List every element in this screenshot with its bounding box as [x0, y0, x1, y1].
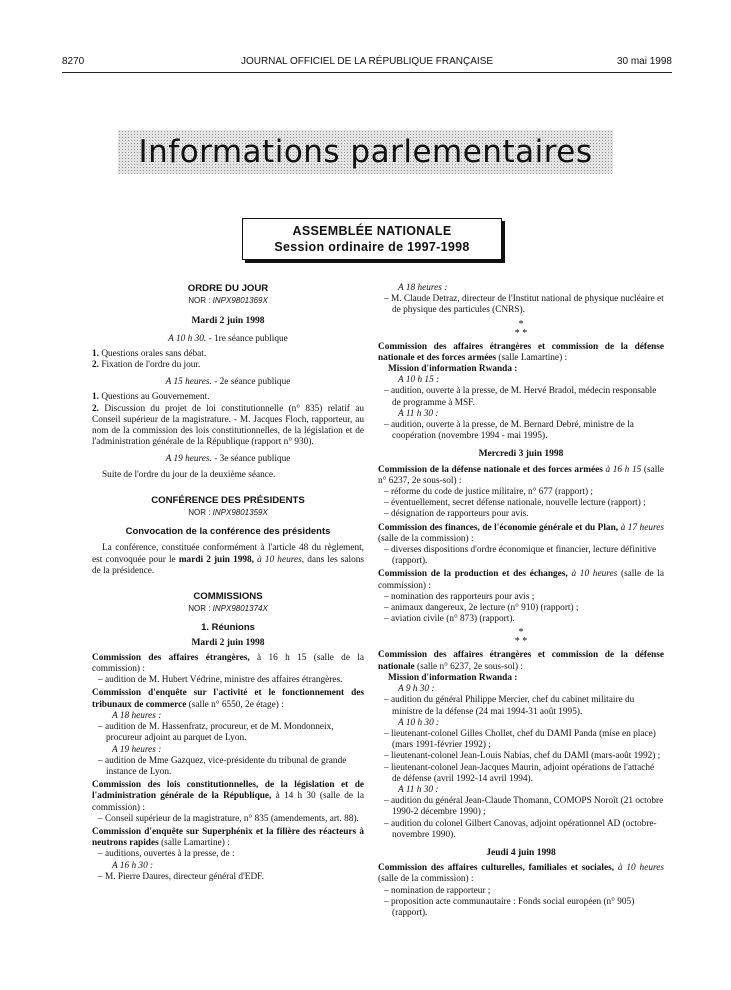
day-heading: Mardi 2 juin 1998	[191, 637, 265, 648]
list-item: – audition du général Philippe Mercier, chef du cabinet militaire du ministre de la défense (24 mai 1994-31 août 1995).	[384, 695, 635, 717]
list-item: – audition, ouverte à la presse, de M. Hervé Bradol, médecin responsable de programme à MSF.	[384, 386, 657, 408]
commission-entry: Commission de la production et des échanges, à 10 heures (salle de la commission) :	[378, 569, 665, 591]
page-header	[62, 56, 672, 70]
list-item: – proposition acte communautaire : Fonds social européen (n° 905) (rapport).	[384, 896, 635, 918]
agenda-item: 2. Fixation de l'ordre du jour.	[92, 360, 201, 371]
conference-subtitle: Convocation de la conférence des présidents	[125, 526, 331, 538]
conference-heading: CONFÉRENCE DES PRÉSIDENTS	[151, 494, 305, 506]
separator-stars: * * *	[514, 627, 528, 648]
list-item: – audition, ouverte à la presse, de M. Bernard Debré, ministre de la coopération (novembre 1994 - mai 1995).	[384, 420, 634, 442]
day-heading: Mercredi 3 juin 1998	[478, 449, 564, 460]
reunions-heading: 1. Réunions	[201, 622, 255, 634]
mission-heading: Mission d'information Rwanda :	[388, 672, 518, 683]
list-item: – audition du colonel Gilbert Canovas, adjoint opérationnel AD (octobre-novembre 1990).	[384, 818, 657, 840]
left-column	[92, 283, 364, 883]
list-item: – diverses dispositions d'ordre économique et financier, lecture définitive (rapport).	[384, 545, 657, 567]
session-line: A 15 heures. - 2e séance publique	[165, 377, 291, 388]
list-item: – éventuellement, secret défense nationale, nouvelle lecture (rapport) ;	[384, 498, 646, 509]
header-rule	[62, 72, 672, 73]
list-item: – réforme du code de justice militaire, n° 677 (rapport) ;	[384, 487, 593, 498]
time-line: A 16 h 30 :	[112, 860, 154, 871]
agenda-item: 1. Questions au Gouvernement.	[92, 392, 210, 403]
commission-entry: Commission d'enquête sur Superphénix et la filière des réacteurs à neutrons rapides (salle Lamartine) :	[92, 826, 364, 849]
page-number: 8270	[62, 56, 85, 67]
issue-date: 30 mai 1998	[616, 56, 672, 67]
list-item: – lieutenant-colonel Gilles Chollet, chef du DAMI Panda (mise en place) (mars 1991-février 1992) ;	[384, 728, 656, 751]
list-item: – M. Pierre Daures, directeur général d'EDF.	[98, 871, 264, 882]
time-line: A 18 heures :	[398, 283, 448, 293]
list-item: – audition de M. Hassenfratz, procureur, et de M. Mondonneix, procureur adjoint au parquet de Lyon.	[98, 722, 334, 744]
mission-heading: Mission d'information Rwanda :	[388, 364, 518, 375]
commission-entry: Commission des lois constitutionnelles, de la législation et de l'administration générale de la République, à 14 h 30 (salle de la commission) :	[92, 780, 364, 813]
nor-line: NOR : INPX9801369X	[188, 296, 268, 306]
list-item: – audition de M. Hubert Védrine, ministre des affaires étrangères.	[98, 675, 343, 686]
time-line: A 18 heures :	[112, 710, 162, 721]
right-column	[378, 283, 664, 919]
ordre-du-jour-heading: ORDRE DU JOUR	[187, 283, 269, 294]
day-heading: Mardi 2 juin 1998	[191, 316, 265, 327]
nor-line: NOR : INPX9801359X	[188, 508, 268, 518]
commission-entry: Commission de la défense nationale et des forces armées à 16 h 15 (salle n° 6237, 2e sous-sol) :	[378, 464, 665, 486]
list-item: – Conseil supérieur de la magistrature, n° 835 (amendements, art. 88).	[98, 813, 359, 824]
session-title: Session ordinaire de 1997-1998	[274, 240, 470, 254]
time-line: A 11 h 30 :	[398, 408, 439, 419]
time-line: A 11 h 30 :	[398, 784, 439, 795]
list-item: – lieutenant-colonel Jean-Jacques Maurin, adjoint opérations de l'attaché de défense (avril 1992-14 avril 1994).	[384, 762, 655, 784]
list-item: – auditions, ouvertes à la presse, de :	[98, 849, 235, 860]
journal-title: JOURNAL OFFICIEL DE LA RÉPUBLIQUE FRANÇAISE	[240, 56, 494, 67]
commission-entry: Commission des affaires culturelles, familiales et sociales, à 10 heures (salle de la commission) :	[378, 863, 664, 885]
list-item: – nomination des rapporteurs pour avis ;	[384, 591, 535, 602]
commission-entry: Commission des finances, de l'économie générale et du Plan, à 17 heures (salle de la commission) :	[378, 522, 664, 544]
day-heading: Jeudi 4 juin 1998	[486, 847, 556, 858]
session-line: A 10 h 30. - 1re séance publique	[168, 333, 288, 344]
list-item: – audition de Mme Gazquez, vice-présidente du tribunal de grande instance de Lyon.	[98, 755, 347, 777]
assembly-title: ASSEMBLÉE NATIONALE	[292, 224, 452, 238]
list-item: – animaux dangereux, 2e lecture (n° 910) (rapport) ;	[384, 603, 579, 614]
session-text: Suite de l'ordre du jour de la deuxième séance.	[102, 469, 276, 480]
banner-title: Informations parlementaires	[138, 134, 593, 170]
list-item: – aviation civile (n° 873) (rapport).	[384, 614, 515, 625]
nor-line: NOR : INPX9801374X	[188, 604, 268, 614]
list-item: – lieutenant-colonel Jean-Louis Nabias, chef du DAMI (mars-août 1992) ;	[384, 751, 661, 762]
agenda-item: 2. Discussion du projet de loi constitutionnelle (n° 835) relatif au Conseil supérieur de la magistrature. - M. Jacques Floch, rapporteur, au nom de la commission des lois constitutionnelles, de la législation et de l'administration générale de la République (rapport n° 930).	[92, 403, 364, 448]
separator-stars: * * *	[514, 318, 528, 339]
time-line: A 9 h 30 :	[398, 684, 435, 695]
time-line: A 10 h 30 :	[398, 717, 440, 728]
list-item: – désignation de rapporteurs pour avis.	[384, 509, 529, 520]
agenda-item: 1. Questions orales sans débat.	[92, 348, 207, 359]
commission-entry: Commission d'enquête sur l'activité et le fonctionnement des tribunaux de commerce (salle n° 6550, 2e étage) :	[92, 688, 364, 710]
commission-entry: Commission des affaires étrangères et commission de la défense nationale et des forces armées (salle Lamartine) :	[378, 341, 664, 363]
time-line: A 10 h 15 :	[398, 375, 440, 386]
assembly-box	[242, 218, 502, 260]
commission-entry: Commission des affaires étrangères, à 16 h 15 (salle de la commission) :	[92, 652, 364, 675]
session-line: A 19 heures. - 3e séance publique	[165, 454, 291, 465]
list-item: – nomination de rapporteur ;	[384, 885, 491, 896]
conference-text: La conférence, constituée conformément à l'article 48 du règlement, est convoquée pour le mardi 2 juin 1998, à 10 heures, dans les salons de la présidence.	[92, 543, 365, 576]
commission-entry: Commission des affaires étrangères et commission de la défense nationale (salle n° 6237, 2e sous-sol) :	[378, 650, 664, 672]
commissions-heading: COMMISSIONS	[193, 591, 263, 603]
section-banner	[118, 130, 613, 174]
list-item: – M. Claude Detraz, directeur de l'Institut national de physique nucléaire et de physique des particules (CNRS).	[384, 294, 664, 316]
list-item: – audition du général Jean-Claude Thomann, COMOPS Noroît (21 octobre 1990-2 décembre 1990) ;	[384, 796, 664, 818]
time-line: A 19 heures :	[112, 744, 162, 755]
